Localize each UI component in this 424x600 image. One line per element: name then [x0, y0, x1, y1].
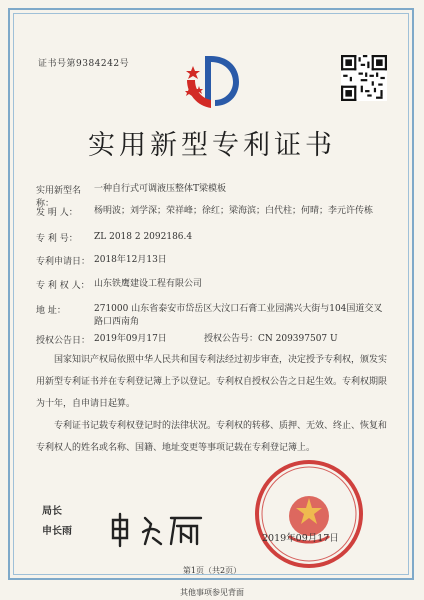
qr-code-icon: [341, 55, 387, 101]
cnipa-logo-icon: [183, 52, 239, 110]
field-value: 山东铁鹰建设工程有限公司: [94, 279, 203, 289]
field-row-patentee: [36, 278, 386, 291]
field-row-grant-date: [36, 333, 386, 346]
field-row-inventors: [36, 205, 386, 218]
field-row-patent-no: [36, 231, 386, 244]
field-value: ZL 2018 2 2092186.4: [94, 232, 193, 242]
field-row-address: [36, 303, 386, 329]
field-label: 专 利 号：: [36, 234, 78, 244]
director-title: 局长: [42, 506, 62, 517]
field-value: 杨明波；刘学深；荣祥峰；徐红；梁海滨；白代柱；何晴；李元许传栋: [94, 206, 374, 216]
field-label: 授权公告日：: [36, 336, 91, 346]
field-label: 地 址：: [36, 306, 66, 316]
field-row-application-date: [36, 254, 386, 267]
field-value: 271000 山东省泰安市岱岳区大汶口石膏工业园满兴大街与104国道交叉路口西南角: [94, 304, 383, 327]
body-paragraph-2: 专利证书记载专利权登记时的法律状况。专利权的转移、质押、无效、终止、恢复和专利权人的姓名或名称、国籍、地址变更等事项记载在专利登记簿上。: [36, 421, 388, 453]
director-block: [42, 502, 72, 542]
director-name: 申长雨: [42, 526, 72, 537]
field-label: 专 利 权 人：: [36, 281, 90, 291]
seal-date: 2019年09月17日: [262, 533, 339, 544]
footer-note: 其他事项参见背面: [180, 588, 244, 597]
official-seal-icon: [253, 458, 365, 570]
field-value: 2018年12月13日: [94, 255, 167, 265]
field-label: 实用新型名称：: [36, 186, 82, 209]
field-value: 一种自行式可调液压整体T梁模板: [94, 184, 227, 194]
field-label: 发 明 人：: [36, 208, 78, 218]
body-paragraph-1: 国家知识产权局依照中华人民共和国专利法经过初步审查，决定授予专利权，颁发实用新型专利证书并在专利登记簿上予以登记。专利权自授权公告之日起生效。专利权期限为十年，自申请日起算。: [36, 355, 388, 409]
certificate-title: 实用新型专利证书: [88, 130, 336, 161]
field-value: 2019年09月17日: [94, 334, 167, 344]
page-info: 第1页（共2页）: [182, 566, 242, 575]
grant-publication-number: 授权公告号：CN 209397507 U: [204, 334, 338, 344]
field-label: 专利申请日：: [36, 257, 91, 267]
certificate-number: 证书号第9384242号: [38, 59, 130, 69]
body-text: [36, 349, 392, 459]
signature-icon: [105, 510, 215, 550]
